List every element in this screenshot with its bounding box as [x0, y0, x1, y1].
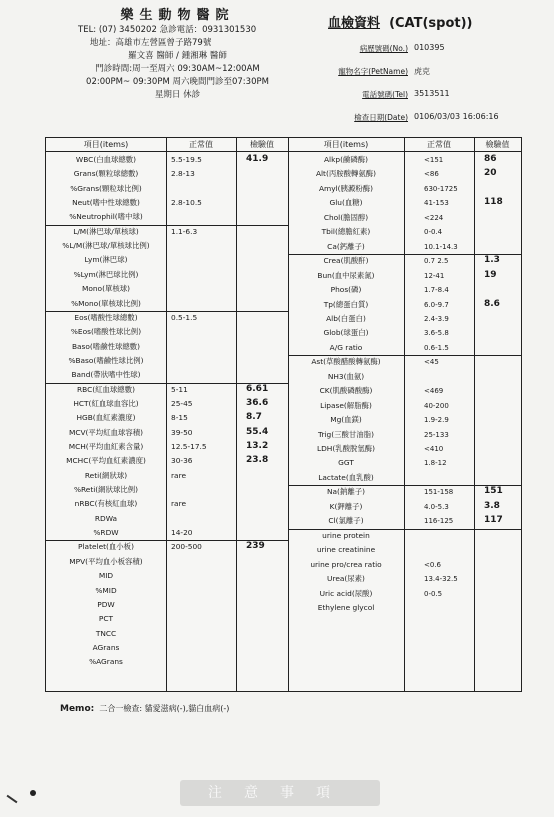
report-field-value: 0106/03/03 16:06:16 [414, 112, 499, 121]
left-item-name: %Baso(嗜鹼性球比例) [68, 355, 144, 365]
left-item-name: Band(帶狀嗜中性球) [71, 370, 141, 380]
clinic-doctors: 羅文喜 醫師 / 鍾湘琳 醫師 [128, 51, 227, 61]
right-normal-range: 25-133 [424, 430, 449, 439]
left-item-name: %Lym(淋巴球比例) [73, 269, 139, 279]
right-test-value: 8.6 [484, 298, 500, 309]
right-item-name: Glob(球蛋白) [323, 328, 369, 338]
right-test-value: 151 [484, 486, 503, 497]
right-item-name: Tbil(總膽紅素) [321, 227, 371, 237]
left-item-name: MPV(平均血小板容積) [69, 556, 143, 566]
left-test-value: 8.7 [246, 412, 262, 423]
right-normal-range: <0.6 [424, 560, 441, 569]
left-item-name: %Reti(網狀球比例) [73, 485, 139, 495]
memo-label: Memo: [60, 704, 95, 714]
left-item-name: MCV(平均紅血球容積) [68, 427, 144, 437]
left-item-name: RDWa [94, 513, 118, 523]
left-item-name: %Eos(嗜酸性球比例) [70, 327, 142, 337]
right-normal-range: 12-41 [424, 271, 445, 280]
right-item-name: K(鉀離子) [329, 501, 363, 511]
right-normal-range: 6.0-9.7 [424, 300, 449, 309]
report-title [328, 12, 518, 31]
left-item-name: %Mono(單核球比例) [71, 298, 141, 308]
left-item-name: %RDW [93, 528, 119, 538]
right-normal-range: <224 [424, 213, 444, 222]
report-field-row [328, 89, 518, 100]
clinic-tel: TEL: (07) 3450202 急診電話：0931301530 [78, 25, 257, 35]
right-normal-range: 4.0-5.3 [424, 502, 449, 511]
right-group-separator [288, 254, 521, 255]
left-normal-range: 39-50 [171, 427, 193, 437]
left-test-value: 36.6 [246, 397, 269, 408]
right-normal-range: <410 [424, 445, 444, 453]
right-item-name: urine pro/crea ratio [310, 559, 382, 569]
clinic-hours-1: 門診時間:周一至周六 09:30AM~12:00AM [95, 64, 260, 74]
report-field-label: 寵物名字(PetName) [338, 67, 408, 76]
right-normal-range: 41-153 [424, 199, 449, 208]
right-item-name: Alkp(鹼磷酶) [323, 155, 369, 164]
left-normal-range: 0.5-1.5 [171, 312, 198, 322]
left-item-name: MID [98, 571, 114, 581]
scan-dot [30, 790, 36, 796]
right-normal-range: 0-0.5 [424, 589, 443, 598]
right-item-name: GGT [338, 458, 354, 468]
table-column-divider [474, 138, 475, 691]
right-normal-range: 1.8-12 [424, 459, 447, 468]
right-normal-range: <151 [424, 156, 444, 164]
right-item-name: urine creatinine [316, 545, 376, 555]
right-normal-range: 0.7 2.5 [424, 257, 449, 266]
right-item-name: Amyl(胰澱粉酶) [318, 183, 373, 193]
right-item-name: Ca(鈣離子) [327, 241, 365, 251]
right-item-name: Chol(膽固醇) [323, 212, 369, 222]
right-group-separator [288, 355, 521, 356]
left-item-name: RBC(紅血球總數) [77, 384, 135, 394]
table-header-cell: 項目(items) [46, 138, 166, 152]
report-field-row [328, 66, 518, 77]
right-test-value: 118 [484, 197, 503, 208]
report-fields [328, 43, 518, 123]
right-item-name: Lactate(血乳酸) [318, 472, 374, 482]
left-item-name: Grans(顆粒球總數) [73, 169, 139, 179]
right-item-name: Crea(肌酸酐) [323, 256, 369, 266]
left-item-name: HGB(血紅素濃度) [76, 413, 136, 423]
report-field-label: 病歷號碼(No.) [359, 44, 408, 53]
left-item-name: Lym(淋巴球) [84, 255, 128, 265]
left-item-name: Mono(單核球) [81, 284, 131, 294]
right-test-value: 117 [484, 515, 503, 526]
right-normal-range: 2.4-3.9 [424, 314, 449, 323]
right-test-value: 3.8 [484, 500, 500, 511]
right-test-value: 1.3 [484, 255, 500, 266]
left-normal-range: 30-36 [171, 456, 193, 466]
right-item-name: Alb(白蛋白) [326, 313, 366, 323]
right-group-separator [288, 529, 521, 530]
right-normal-range: 13.4-32.5 [424, 575, 458, 584]
right-item-name: Mg(血鎂) [330, 415, 362, 425]
memo [60, 703, 229, 714]
right-test-value: 86 [484, 154, 497, 164]
left-item-name: Baso(嗜鹼性球總數) [71, 341, 141, 351]
report-field-label: 檢查日期(Date) [354, 113, 408, 122]
right-normal-range: 40-200 [424, 401, 449, 410]
left-test-value: 13.2 [246, 441, 269, 451]
right-item-name: Alt(丙胺酸轉氨酶) [315, 169, 377, 179]
left-normal-range: 2.8-13 [171, 169, 195, 179]
left-item-name: %MID [95, 585, 117, 595]
footer-banner: 注意事項 [180, 780, 380, 806]
left-normal-range: rare [171, 499, 186, 509]
left-item-name: %AGrans [89, 657, 123, 667]
left-item-name: nRBC(有核紅血球) [74, 499, 138, 509]
left-normal-range: 2.8-10.5 [171, 198, 202, 208]
right-item-name: urine protein [322, 530, 370, 540]
results-table [45, 137, 522, 692]
right-item-name: Urea(尿素) [327, 574, 365, 584]
right-normal-range: 10.1-14.3 [424, 242, 458, 251]
right-normal-range: <469 [424, 387, 444, 396]
left-item-name: AGrans [92, 642, 120, 652]
left-group-separator [46, 311, 288, 312]
right-item-name: CK(肌酸磷酸酶) [319, 386, 373, 396]
left-item-name: PCT [98, 614, 114, 624]
left-item-name: MCHC(平均血紅素濃度) [66, 456, 146, 466]
left-normal-range: 200-500 [171, 542, 202, 552]
report-field-row [328, 43, 518, 54]
clinic-header [70, 8, 285, 102]
right-item-name: A/G ratio [329, 342, 363, 352]
left-test-value: 6.61 [246, 383, 269, 394]
right-normal-range: 151-158 [424, 488, 454, 497]
clinic-closed: 星期日 休診 [154, 90, 201, 100]
table-column-divider [236, 138, 237, 691]
left-test-value: 23.8 [246, 455, 269, 466]
left-item-name: HCT(紅血球血容比) [73, 398, 139, 408]
left-normal-range: 12.5-17.5 [171, 442, 207, 451]
clinic-hours-2: 02:00PM~ 09:30PM 周六晚間門診至07:30PM [86, 77, 269, 87]
left-normal-range: rare [171, 470, 186, 480]
report-title-zh: 血檢資料 [328, 16, 381, 31]
left-test-value: 55.4 [246, 426, 269, 437]
left-item-name: Neut(嗜中性球總數) [72, 198, 140, 208]
right-item-name: Cl(氯離子) [328, 516, 364, 526]
right-item-name: NH3(血氨) [327, 371, 365, 381]
report-title-en: (CAT(spot)) [389, 16, 473, 31]
right-item-name: Ast(草酸醋酸轉氨酶) [311, 357, 381, 367]
right-item-name: Tp(總蛋白質) [323, 299, 369, 309]
left-item-name: MCH(平均血紅素含量) [68, 442, 144, 451]
clinic-name: 樂生動物醫院 [120, 8, 235, 23]
right-normal-range: 0-0.4 [424, 228, 443, 237]
right-normal-range: 116-125 [424, 517, 454, 526]
table-header-cell: 正常值 [404, 138, 474, 152]
right-normal-range: 1.9-2.9 [424, 416, 449, 425]
left-normal-range: 8-15 [171, 413, 188, 423]
left-item-name: %L/M(淋巴球/單核球比例) [62, 241, 150, 251]
left-normal-range: 25-45 [171, 398, 193, 408]
left-item-name: %Neutrophil(嗜中球) [69, 212, 143, 222]
right-item-name: Lipase(解脂酶) [320, 400, 372, 410]
left-group-separator [46, 225, 288, 226]
table-header-cell: 項目(items) [288, 138, 404, 152]
right-item-name: Ethylene glycol [317, 602, 375, 612]
left-item-name: TNCC [95, 628, 117, 638]
table-header-cell: 檢驗值 [236, 138, 288, 152]
left-normal-range: 5-11 [171, 384, 188, 394]
right-normal-range: 3.6-5.8 [424, 329, 449, 338]
report-field-value: 010395 [414, 43, 445, 52]
left-item-name: PDW [97, 599, 115, 609]
report-field-label: 電話號碼(Tel) [362, 90, 408, 99]
left-normal-range: 14-20 [171, 528, 193, 538]
left-item-name: Reti(網狀球) [84, 470, 128, 480]
table-column-divider [166, 138, 167, 691]
right-normal-range: 1.7-8.4 [424, 286, 449, 295]
clinic-address: 地址：高雄市左營區曾子路79號 [90, 38, 212, 48]
left-item-name: WBC(白血球總數) [75, 155, 137, 164]
right-item-name: Bun(血中尿素氮) [317, 270, 375, 280]
right-group-separator [288, 485, 521, 486]
memo-text: 二合一檢查: 貓愛滋病(-),貓白血病(-) [99, 704, 230, 713]
left-item-name: Eos(嗜酸性球總數) [74, 312, 138, 322]
right-normal-range: <45 [424, 358, 439, 367]
scan-mark [7, 795, 18, 804]
report-field-row [328, 112, 518, 123]
table-column-divider [404, 138, 405, 691]
right-normal-range: 0.6-1.5 [424, 343, 449, 352]
left-item-name: %Grans(顆粒球比例) [70, 183, 142, 193]
left-normal-range: 1.1-6.3 [171, 226, 198, 236]
right-item-name: LDH(乳酸脫氫酶) [316, 444, 376, 453]
left-group-separator [46, 383, 288, 384]
right-test-value: 19 [484, 269, 497, 280]
report-field-value: 虎克 [414, 67, 430, 76]
right-normal-range: <86 [424, 170, 439, 179]
right-normal-range: 630-1725 [424, 184, 458, 193]
left-test-value: 41.9 [246, 154, 269, 164]
table-header-cell: 檢驗值 [474, 138, 521, 152]
left-normal-range: 5.5-19.5 [171, 155, 202, 164]
left-item-name: L/M(淋巴球/單核球) [73, 226, 139, 236]
right-item-name: Trig(三酸甘油脂) [318, 429, 374, 439]
right-item-name: Na(鈉離子) [327, 487, 365, 497]
left-item-name: Platelet(血小板) [78, 542, 134, 552]
right-item-name: Uric acid(尿酸) [319, 588, 373, 598]
right-item-name: Phos(磷) [330, 285, 362, 295]
right-test-value: 20 [484, 168, 497, 179]
left-group-separator [46, 540, 288, 541]
report-field-value: 3513511 [414, 89, 450, 98]
right-item-name: Glu(血糖) [329, 198, 363, 208]
table-header-cell: 正常值 [166, 138, 236, 152]
left-test-value: 239 [246, 541, 265, 552]
report-info [328, 12, 518, 123]
